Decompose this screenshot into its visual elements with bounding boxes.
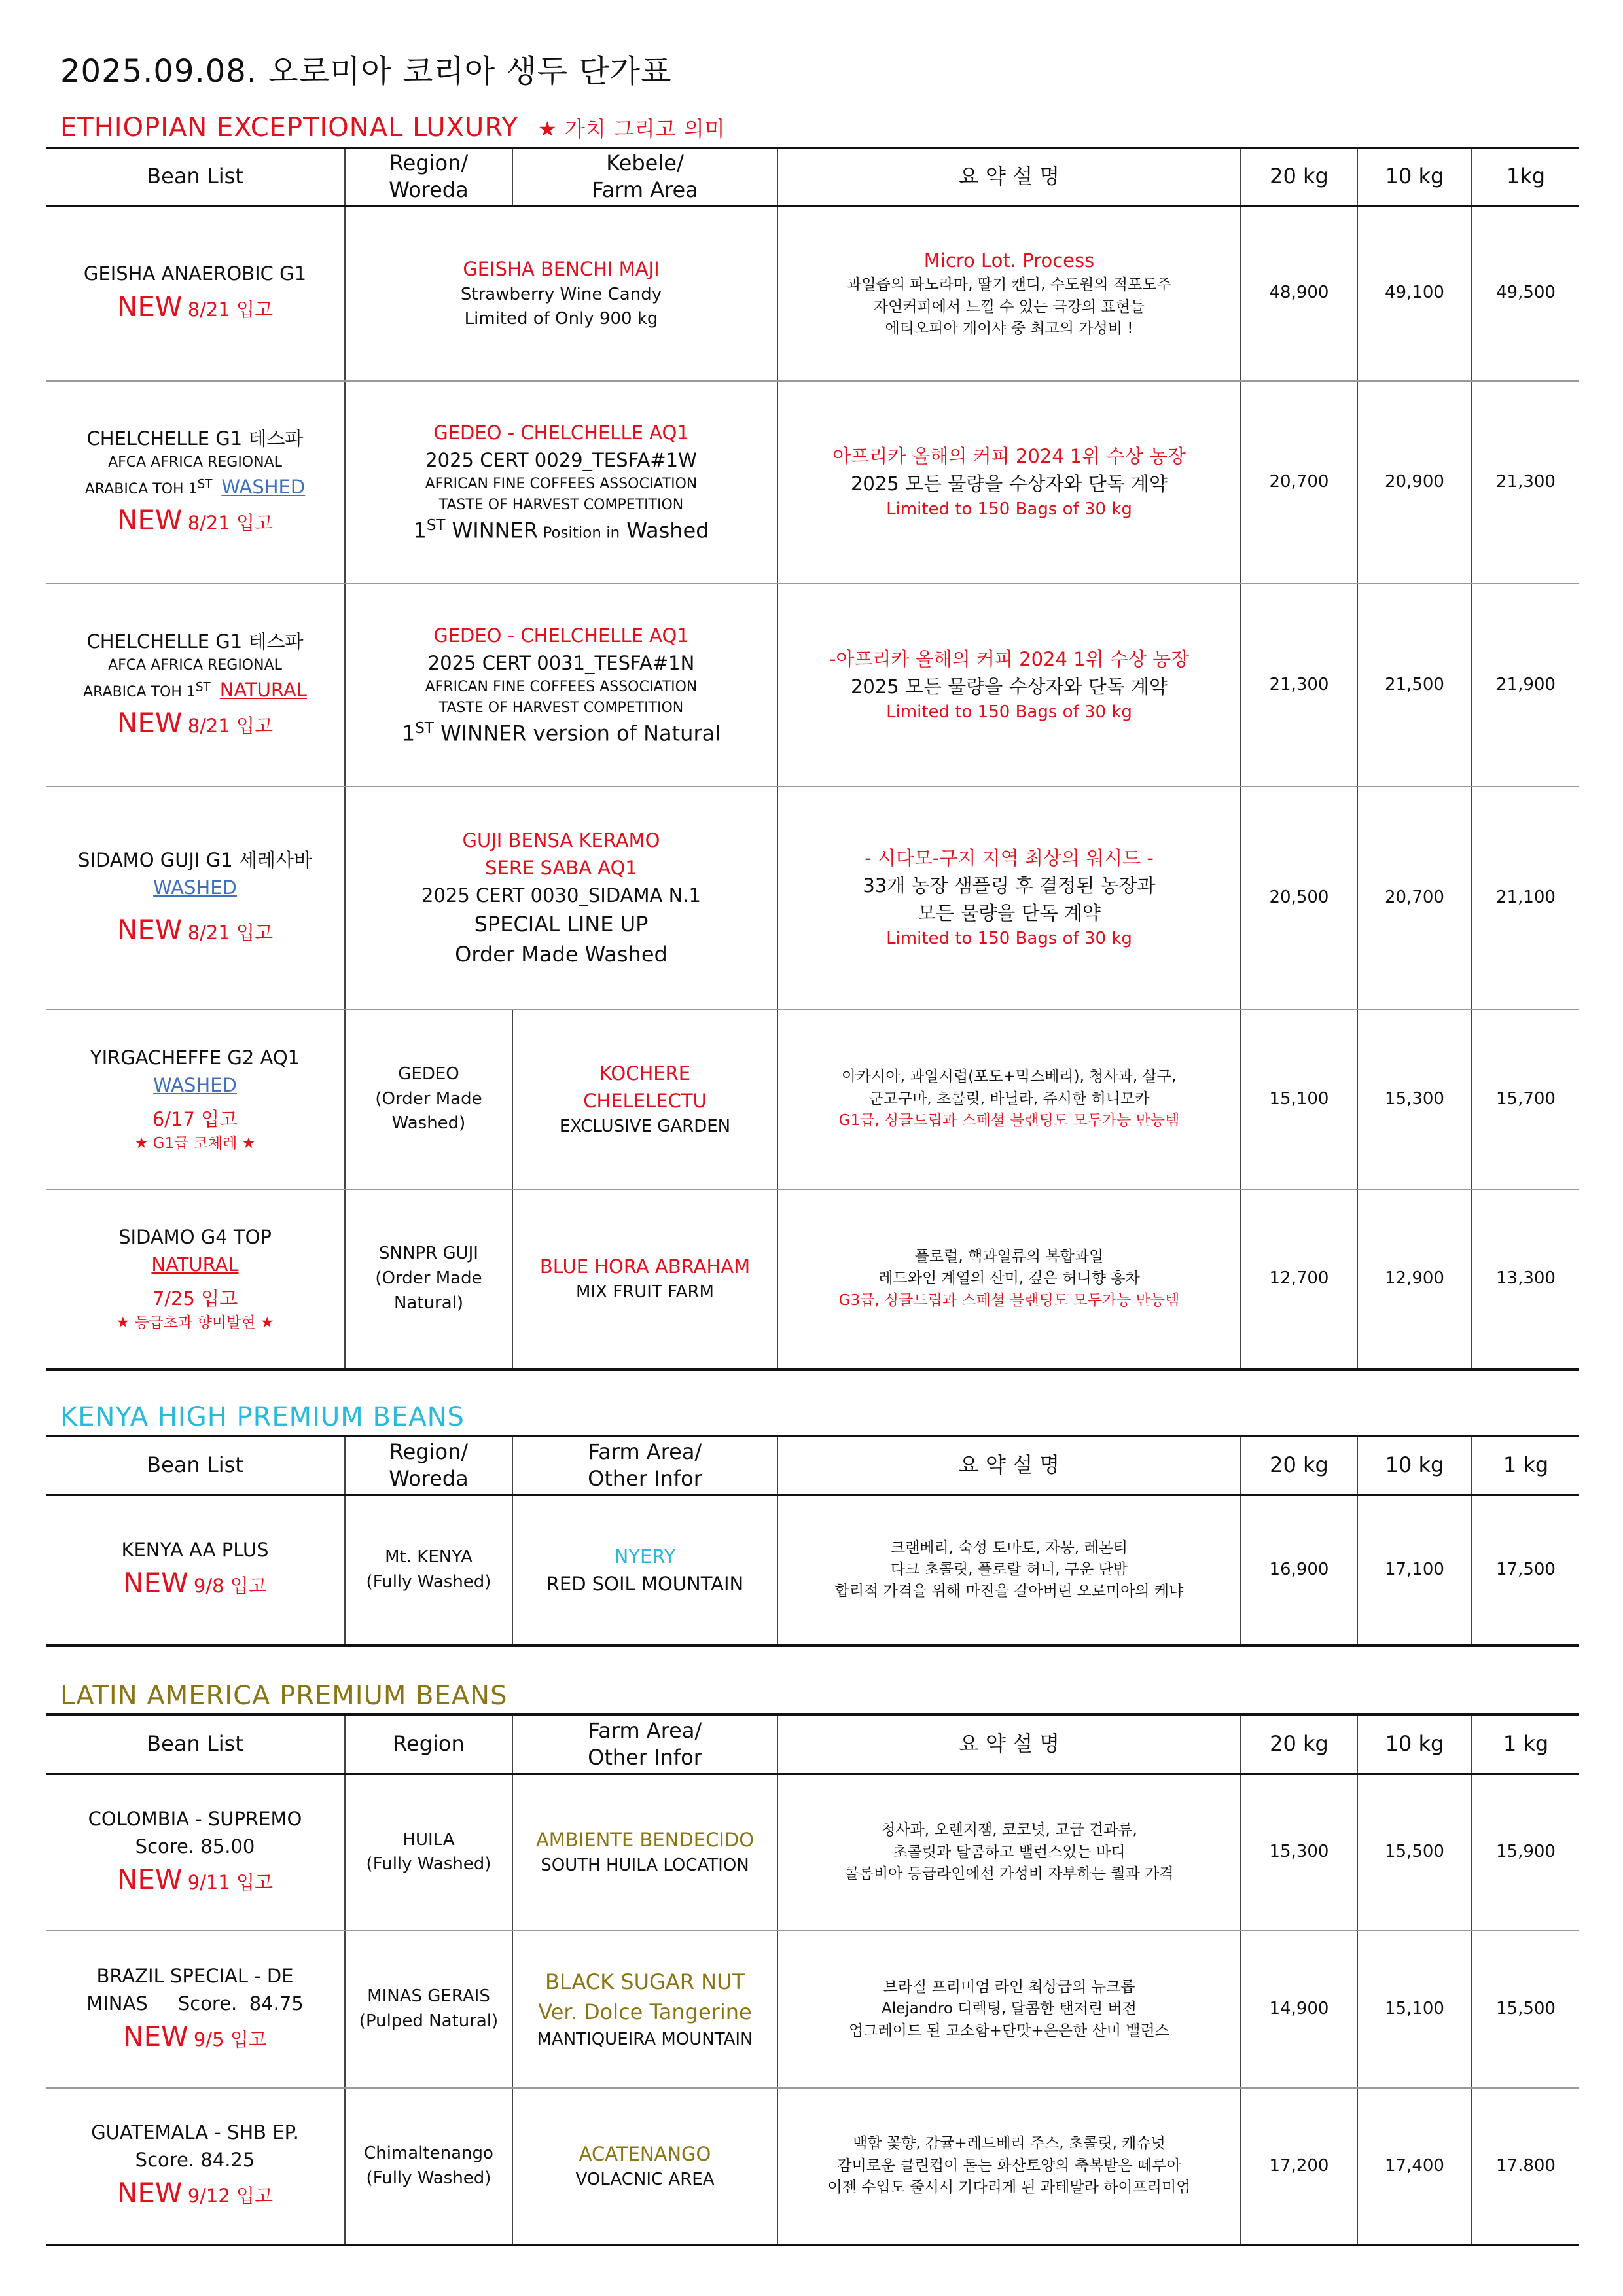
area-cell: NYERY RED SOIL MOUNTAIN xyxy=(512,1495,777,1645)
header-10kg: 10 kg xyxy=(1357,1436,1472,1495)
section-heading-ethiopia xyxy=(60,113,726,143)
summary-cell: 크랜베리, 숙성 토마토, 자몽, 레몬티 다크 초콜릿, 플로랄 허니, 구운 단밤 합리적 가격을 위해 마진을 갈아버린 오로미아의 케냐 xyxy=(777,1495,1241,1645)
summary-cell: 백합 꽃향, 감귤+레드베리 주스, 초콜릿, 캐슈넛 감미로운 클린컵이 돋는 화산토양의 축복받은 떼루아 이젠 수입도 줄서서 기다리게 된 과테말라 하이프리미엄 xyxy=(777,2088,1241,2245)
section-heading-kenya: KENYA HIGH PREMIUM BEANS xyxy=(60,1402,465,1432)
summary-cell: 아카시아, 과일시럽(포도+믹스베리), 청사과, 살구, 군고구마, 초콜릿, 바닐라, 쥬시한 허니모카 G1급, 싱글드립과 스페셜 블랜딩도 모두가능 만능템 xyxy=(777,1009,1241,1189)
bean-cell: SIDAMO GUJI G1 세레사바 WASHED NEW 8/21 입고 xyxy=(46,787,345,1009)
price-1kg: 17.800 xyxy=(1472,2088,1579,2245)
area-cell: GEDEO - CHELCHELLE AQ1 2025 CERT 0031_TESFA#1N AFRICAN FINE COFFEES ASSOCIATION TASTE OF HARVEST COMPETITION 1ST WINNER version of Natural xyxy=(345,584,777,787)
region-cell: SNNPR GUJI (Order Made Natural) xyxy=(345,1189,512,1369)
price-10kg: 20,700 xyxy=(1357,787,1472,1009)
summary-cell: 아프리카 올해의 커피 2024 1위 수상 농장 2025 모든 물량을 수상자와 단독 계약 Limited to 150 Bags of 30 kg xyxy=(777,381,1241,584)
price-20kg: 48,900 xyxy=(1241,206,1357,381)
summary-cell: 브라질 프리미엄 라인 최상급의 뉴크롭 Alejandro 디렉팅, 달콤한 탠저린 버전 업그레이드 된 고소함+단맛+은은한 산미 밸런스 xyxy=(777,1931,1241,2088)
price-20kg: 16,900 xyxy=(1241,1495,1357,1645)
area-cell: BLACK SUGAR NUT Ver. Dolce Tangerine MANTIQUEIRA MOUNTAIN xyxy=(512,1931,777,2088)
table-header-row xyxy=(46,1715,1579,1774)
header-farm-area: Farm Area/ Other Infor xyxy=(512,1715,777,1774)
price-10kg: 15,100 xyxy=(1357,1931,1472,2088)
price-1kg: 21,100 xyxy=(1472,787,1579,1009)
bean-cell: GEISHA ANAEROBIC G1 NEW 8/21 입고 xyxy=(46,206,345,381)
header-1kg: 1 kg xyxy=(1472,1436,1579,1495)
summary-cell: Micro Lot. Process 과일즙의 파노라마, 딸기 캔디, 수도원의 적포도주 자연커피에서 느낄 수 있는 극강의 표현들 에티오피아 게이샤 중 최고의 가성비 ! xyxy=(777,206,1241,381)
table-row xyxy=(46,1189,1579,1369)
header-1kg: 1 kg xyxy=(1472,1715,1579,1774)
price-20kg: 12,700 xyxy=(1241,1189,1357,1369)
price-10kg: 17,100 xyxy=(1357,1495,1472,1645)
summary-cell: 청사과, 오렌지잼, 코코넛, 고급 견과류, 초콜릿과 달콤하고 밸런스있는 바디 콜롬비아 등급라인에선 가성비 자부하는 퀄과 가격 xyxy=(777,1774,1241,1931)
section-heading-ethiopia-sub: ★ 가치 그리고 의미 xyxy=(538,117,726,141)
area-cell: GEDEO - CHELCHELLE AQ1 2025 CERT 0029_TESFA#1W AFRICAN FINE COFFEES ASSOCIATION TASTE OF HARVEST COMPETITION 1ST WINNER Position in Washed xyxy=(345,381,777,584)
price-20kg: 14,900 xyxy=(1241,1931,1357,2088)
header-region: Region xyxy=(345,1715,512,1774)
area-cell: BLUE HORA ABRAHAM MIX FRUIT FARM xyxy=(512,1189,777,1369)
bean-cell: CHELCHELLE G1 테스파 AFCA AFRICA REGIONAL ARABICA TOH 1ST NATURAL NEW 8/21 입고 xyxy=(46,584,345,787)
header-farm-area: Farm Area/ Other Infor xyxy=(512,1436,777,1495)
header-20kg: 20 kg xyxy=(1241,148,1357,206)
price-1kg: 49,500 xyxy=(1472,206,1579,381)
section-heading-latin: LATIN AMERICA PREMIUM BEANS xyxy=(60,1681,508,1711)
header-10kg: 10 kg xyxy=(1357,1715,1472,1774)
price-10kg: 49,100 xyxy=(1357,206,1472,381)
header-region: Region/ Woreda xyxy=(345,1436,512,1495)
table-row xyxy=(46,1009,1579,1189)
price-10kg: 21,500 xyxy=(1357,584,1472,787)
page-title: 2025.09.08. 오로미아 코리아 생두 단가표 xyxy=(60,53,672,90)
table-row xyxy=(46,1931,1579,2088)
area-cell: GUJI BENSA KERAMO SERE SABA AQ1 2025 CERT 0030_SIDAMA N.1 SPECIAL LINE UP Order Made Washed xyxy=(345,787,777,1009)
header-bean-list: Bean List xyxy=(46,148,345,206)
header-summary: 요 약 설 명 xyxy=(777,1715,1241,1774)
header-kebele: Kebele/ Farm Area xyxy=(512,148,777,206)
header-20kg: 20 kg xyxy=(1241,1436,1357,1495)
header-bean-list: Bean List xyxy=(46,1715,345,1774)
price-20kg: 17,200 xyxy=(1241,2088,1357,2245)
region-cell: Chimaltenango (Fully Washed) xyxy=(345,2088,512,2245)
table-row xyxy=(46,206,1579,381)
region-cell: HUILA (Fully Washed) xyxy=(345,1774,512,1931)
table-header-row xyxy=(46,148,1579,206)
bean-cell: GUATEMALA - SHB EP. Score. 84.25 NEW 9/12 입고 xyxy=(46,2088,345,2245)
bean-cell: CHELCHELLE G1 테스파 AFCA AFRICA REGIONAL ARABICA TOH 1ST WASHED NEW 8/21 입고 xyxy=(46,381,345,584)
area-cell: KOCHERE CHELELECTU EXCLUSIVE GARDEN xyxy=(512,1009,777,1189)
region-cell: MINAS GERAIS (Pulped Natural) xyxy=(345,1931,512,2088)
price-1kg: 13,300 xyxy=(1472,1189,1579,1369)
summary-cell: -아프리카 올해의 커피 2024 1위 수상 농장 2025 모든 물량을 수상자와 단독 계약 Limited to 150 Bags of 30 kg xyxy=(777,584,1241,787)
price-20kg: 21,300 xyxy=(1241,584,1357,787)
region-cell: GEDEO (Order Made Washed) xyxy=(345,1009,512,1189)
table-row xyxy=(46,584,1579,787)
price-1kg: 15,700 xyxy=(1472,1009,1579,1189)
price-10kg: 12,900 xyxy=(1357,1189,1472,1369)
price-20kg: 20,500 xyxy=(1241,787,1357,1009)
price-10kg: 15,300 xyxy=(1357,1009,1472,1189)
area-cell: GEISHA BENCHI MAJI Strawberry Wine Candy Limited of Only 900 kg xyxy=(345,206,777,381)
kenya-table xyxy=(46,1435,1579,1647)
price-20kg: 15,300 xyxy=(1241,1774,1357,1931)
price-20kg: 20,700 xyxy=(1241,381,1357,584)
header-1kg: 1kg xyxy=(1472,148,1579,206)
price-20kg: 15,100 xyxy=(1241,1009,1357,1189)
price-10kg: 17,400 xyxy=(1357,2088,1472,2245)
header-summary: 요 약 설 명 xyxy=(777,148,1241,206)
section-heading-ethiopia-title: ETHIOPIAN EXCEPTIONAL LUXURY xyxy=(60,113,518,143)
price-1kg: 15,900 xyxy=(1472,1774,1579,1931)
ethiopia-table xyxy=(46,147,1579,1371)
header-10kg: 10 kg xyxy=(1357,148,1472,206)
table-row xyxy=(46,2088,1579,2245)
header-20kg: 20 kg xyxy=(1241,1715,1357,1774)
bean-cell: BRAZIL SPECIAL - DE MINAS Score. 84.75 NEW 9/5 입고 xyxy=(46,1931,345,2088)
bean-cell: COLOMBIA - SUPREMO Score. 85.00 NEW 9/11 입고 xyxy=(46,1774,345,1931)
table-header-row xyxy=(46,1436,1579,1495)
table-row xyxy=(46,787,1579,1009)
bean-cell: SIDAMO G4 TOP NATURAL 7/25 입고 ★ 등급초과 향미발현 ★ xyxy=(46,1189,345,1369)
latin-table xyxy=(46,1713,1579,2246)
price-1kg: 21,300 xyxy=(1472,381,1579,584)
price-1kg: 21,900 xyxy=(1472,584,1579,787)
price-1kg: 15,500 xyxy=(1472,1931,1579,2088)
table-row xyxy=(46,1774,1579,1931)
summary-cell: 플로럴, 핵과일류의 복합과일 레드와인 계열의 산미, 깊은 허니향 홍차 G3급, 싱글드립과 스페셜 블랜딩도 모두가능 만능템 xyxy=(777,1189,1241,1369)
header-summary: 요 약 설 명 xyxy=(777,1436,1241,1495)
summary-cell: - 시다모-구지 지역 최상의 워시드 - 33개 농장 샘플링 후 결정된 농장과 모든 물량을 단독 계약 Limited to 150 Bags of 30 kg xyxy=(777,787,1241,1009)
bean-cell: YIRGACHEFFE G2 AQ1 WASHED 6/17 입고 ★ G1급 코체레 ★ xyxy=(46,1009,345,1189)
price-1kg: 17,500 xyxy=(1472,1495,1579,1645)
area-cell: AMBIENTE BENDECIDO SOUTH HUILA LOCATION xyxy=(512,1774,777,1931)
table-row xyxy=(46,1495,1579,1645)
bean-cell: KENYA AA PLUS NEW 9/8 입고 xyxy=(46,1495,345,1645)
region-cell: Mt. KENYA (Fully Washed) xyxy=(345,1495,512,1645)
price-10kg: 15,500 xyxy=(1357,1774,1472,1931)
header-region: Region/ Woreda xyxy=(345,148,512,206)
area-cell: ACATENANGO VOLACNIC AREA xyxy=(512,2088,777,2245)
header-bean-list: Bean List xyxy=(46,1436,345,1495)
price-10kg: 20,900 xyxy=(1357,381,1472,584)
table-row xyxy=(46,381,1579,584)
